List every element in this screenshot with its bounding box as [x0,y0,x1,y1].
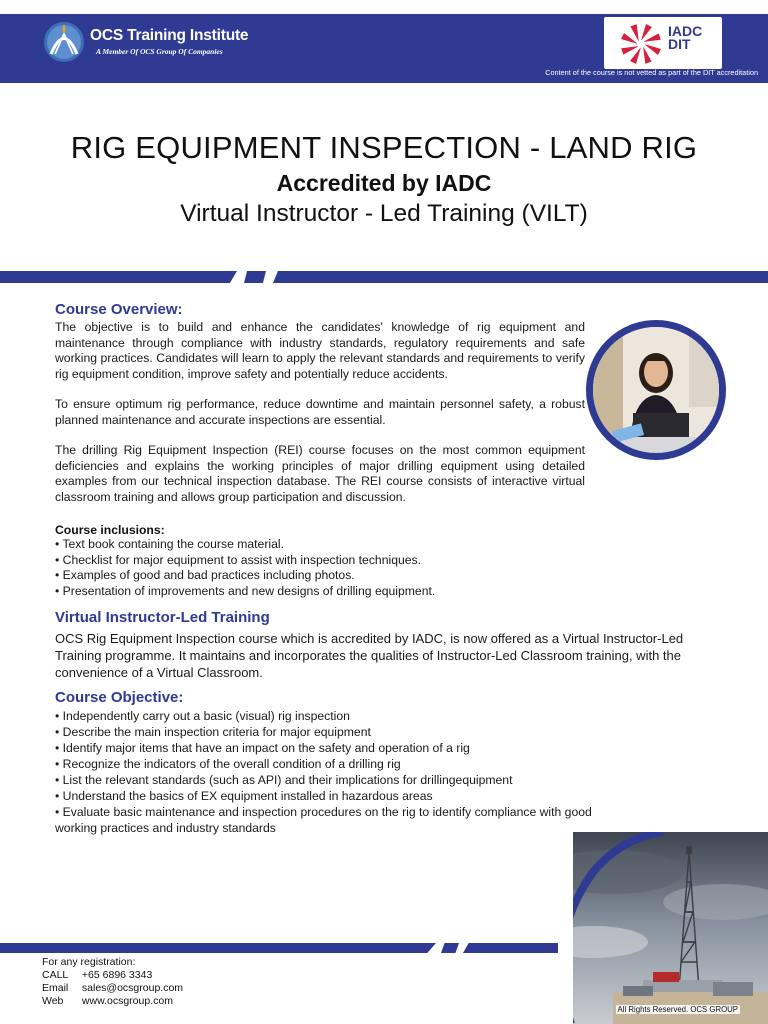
instructor-photo [586,320,726,460]
brand-name: OCS Training Institute [90,27,249,44]
course-title: RIG EQUIPMENT INSPECTION - LAND RIG [70,130,698,165]
overview-paragraph-3: The drilling Rig Equipment Inspection (REI) course focuses on the most common equipment deficiencies and explains the working principles of major drilling equipment using detailed examples from our technical inspection database. The REI course consists of interactive virtual classroom training and allows group participation and discussion. [55,443,585,504]
divider-stripe [441,943,459,953]
overview-paragraph-1: The objective is to build and enhance the candidates' knowledge of rig equipment and maintenance through compliance with industry standards, regulatory requirements and safe working practices. Candidates will learn to apply the relevant standards and requirements to verify rig equipment condition, improve safety and potentially reduce accidents. [55,320,585,381]
instructor-illustration [593,327,719,453]
email-line [42,982,183,995]
email-label: Email [42,982,69,994]
list-item: • Checklist for major equipment to assist with inspection techniques. [55,553,585,569]
divider-stripe [0,271,237,283]
iadc-dit-text [668,25,702,51]
list-item: • Examples of good and bad practices including photos. [55,568,585,584]
list-item: • Independently carry out a basic (visual) rig inspection [55,708,615,724]
registration-label: For any registration: [42,956,136,968]
phone-label: CALL [42,969,69,981]
iadc-dit-badge [604,17,722,69]
objectives-list [55,708,615,836]
vilt-heading: Virtual Instructor-Led Training [55,609,270,626]
ocs-logo-icon [42,20,86,64]
email-address: sales@ocsgroup.com [81,982,184,994]
inclusions-list [55,537,585,599]
brand-tagline: A Member Of OCS Group Of Companies [96,47,223,56]
phone-line [42,969,183,982]
list-item: • List the relevant standards (such as API) and their implications for drillingequipment [55,772,615,788]
course-objective-heading: Course Objective: [55,689,184,706]
training-mode-subtitle: Virtual Instructor - Led Training (VILT) [180,200,588,227]
list-item: • Evaluate basic maintenance and inspection procedures on the rig to identify compliance with good working practices and industry standards [55,804,615,836]
divider-stripe [244,271,266,283]
divider-stripe [0,943,436,953]
contact-footer [42,956,183,1008]
list-item: • Presentation of improvements and new designs of drilling equipment. [55,584,585,600]
header-bar [0,14,768,83]
vilt-paragraph: OCS Rig Equipment Inspection course which is accredited by IADC, is now offered as a Virtual Instructor-Led Training programme. It maintains and incorporates the qualities of Instructor-Led Classroom training, with the convenience of a Virtual Classroom. [55,631,684,680]
list-item: • Describe the main inspection criteria for major equipment [55,724,615,740]
drilling-rig-illustration [553,832,768,1024]
course-overview-heading: Course Overview: [55,301,183,318]
accreditation-disclaimer: Content of the course is not vetted as part of the DIT accreditation [545,68,758,77]
web-line [42,995,183,1008]
main-content [55,301,684,836]
drilling-rig-photo [553,832,768,1024]
list-item: • Recognize the indicators of the overall condition of a drilling rig [55,756,615,772]
accreditation-subtitle: Accredited by IADC [276,170,492,196]
iadc-logo-icon [618,21,664,67]
website-url: www.ocsgroup.com [81,995,173,1007]
dit-label: DIT [668,36,691,52]
list-item: • Understand the basics of EX equipment installed in hazardous areas [55,788,615,804]
course-inclusions-heading: Course inclusions: [55,523,165,537]
divider-stripe [463,943,558,953]
copyright-notice: All Rights Reserved. OCS GROUP [617,1005,738,1014]
list-item: • Identify major items that have an impact on the safety and operation of a rig [55,740,615,756]
list-item: • Text book containing the course material. [55,537,585,553]
web-label: Web [42,995,64,1007]
iadc-label: IADC [668,23,703,39]
phone-number: +65 6896 3343 [81,969,153,981]
divider-stripe [273,271,768,283]
overview-paragraph-2: To ensure optimum rig performance, reduce downtime and maintain personnel safety, a robust planned maintenance and accurate inspections are essential. [55,397,585,427]
